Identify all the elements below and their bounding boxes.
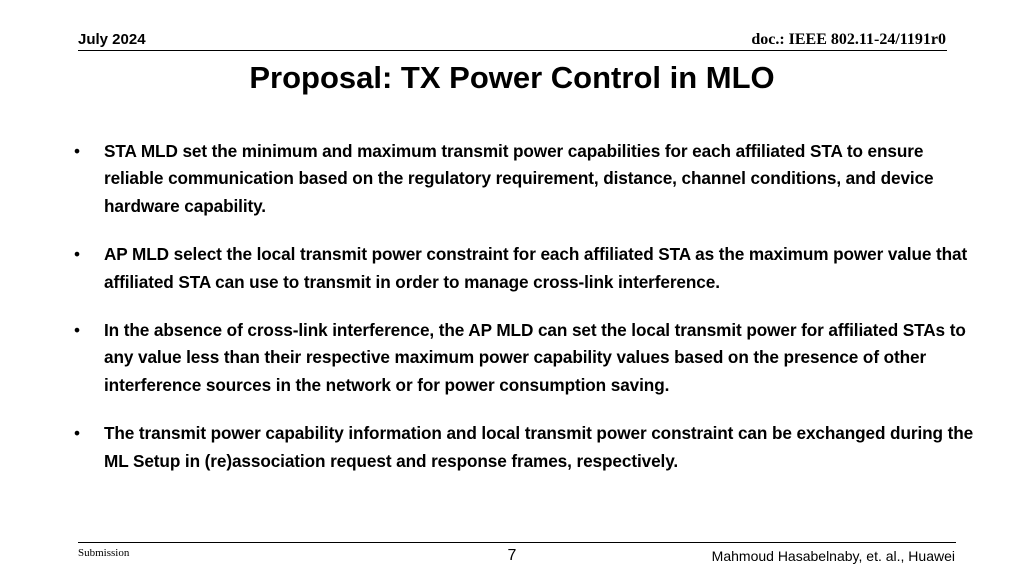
- bullet-text: STA MLD set the minimum and maximum transmit power capabilities for each affiliated STA to ensure reliable communication based on the regulatory requirement, distance, channel conditions, and device hardware capability.: [104, 141, 934, 216]
- header-divider: [78, 50, 947, 51]
- bullet-item: [74, 138, 984, 220]
- bullet-list: [74, 138, 984, 496]
- bullet-dot-icon: •: [74, 141, 80, 161]
- footer-page-number: 7: [507, 547, 517, 564]
- bullet-text: AP MLD select the local transmit power constraint for each affiliated STA as the maximum power value that affiliated STA can use to transmit in order to manage cross-link interference.: [104, 244, 968, 292]
- header-date: July 2024: [78, 31, 146, 48]
- bullet-dot-icon: •: [74, 423, 80, 444]
- bullet-item: [74, 420, 984, 475]
- bullet-dot-icon: •: [74, 320, 80, 341]
- bullet-text: The transmit power capability information and local transmit power constraint can be exchanged during the ML Setup in (re)association request and response frames, respectively.: [104, 423, 974, 471]
- bullet-item: [74, 241, 984, 296]
- bullet-text: In the absence of cross-link interference, the AP MLD can set the local transmit power for affiliated STAs to any value less than their respective maximum power capability values based on the presence of other interference sources in the network or for power consumption saving.: [104, 320, 966, 395]
- slide-title: Proposal: TX Power Control in MLO: [249, 60, 775, 95]
- bullet-dot-icon: •: [74, 244, 80, 265]
- bullet-item: [74, 317, 984, 399]
- footer-divider: [78, 542, 956, 543]
- footer-author: Mahmoud Hasabelnaby, et. al., Huawei: [711, 548, 955, 564]
- footer-submission-label: Submission: [78, 547, 130, 559]
- header-doc-id: doc.: IEEE 802.11-24/1191r0: [751, 31, 946, 48]
